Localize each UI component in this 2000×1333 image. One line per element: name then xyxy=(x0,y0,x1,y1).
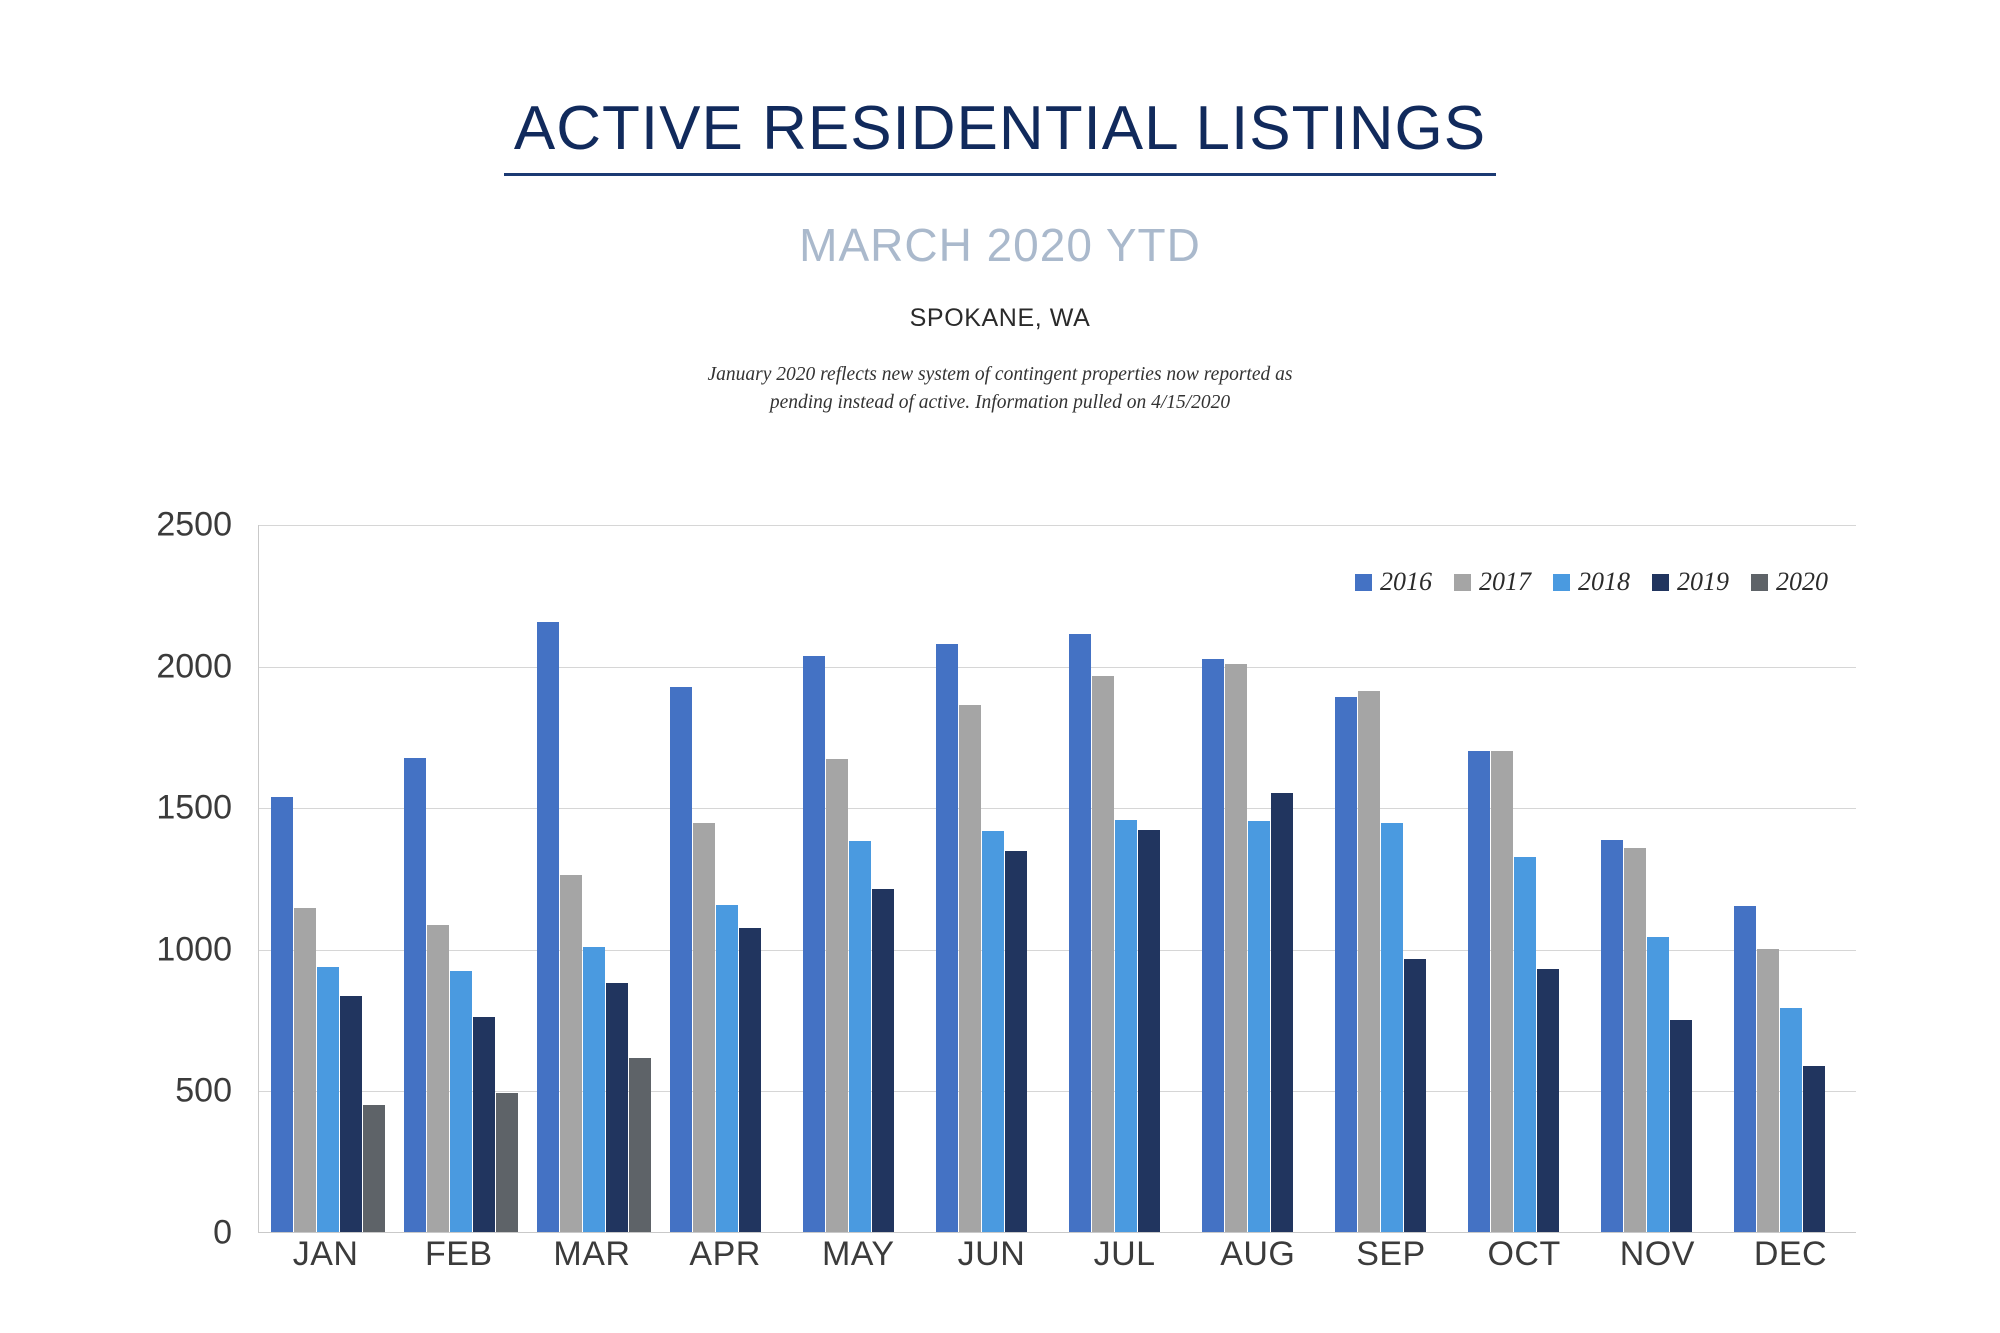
bar[interactable] xyxy=(427,925,449,1232)
bar[interactable] xyxy=(1115,820,1137,1232)
page-subtitle: MARCH 2020 YTD xyxy=(799,219,1201,272)
chart-header xyxy=(0,0,2000,418)
x-axis-tick-label: OCT xyxy=(1487,1235,1561,1273)
bar[interactable] xyxy=(1670,1020,1692,1232)
bar[interactable] xyxy=(450,971,472,1232)
bar[interactable] xyxy=(1537,969,1559,1232)
bar-group xyxy=(260,525,393,1232)
bar[interactable] xyxy=(537,622,559,1232)
bar[interactable] xyxy=(473,1017,495,1232)
bar[interactable] xyxy=(404,758,426,1232)
bar[interactable] xyxy=(317,967,339,1232)
legend-label: 2020 xyxy=(1776,567,1828,596)
bar[interactable] xyxy=(1092,676,1114,1232)
bar[interactable] xyxy=(1624,848,1646,1232)
bar[interactable] xyxy=(583,947,605,1232)
bar[interactable] xyxy=(294,908,316,1232)
bar-group xyxy=(1324,525,1457,1232)
page-title: ACTIVE RESIDENTIAL LISTINGS xyxy=(504,96,1496,176)
bar[interactable] xyxy=(1381,823,1403,1232)
bar[interactable] xyxy=(1647,937,1669,1232)
bar-group xyxy=(1723,525,1856,1232)
bar[interactable] xyxy=(1202,659,1224,1232)
footnote-line-2: pending instead of active. Information pulled on 4/15/2020 xyxy=(769,392,1231,414)
bar[interactable] xyxy=(670,687,692,1232)
bar-group xyxy=(659,525,792,1232)
bar[interactable] xyxy=(936,644,958,1232)
bar[interactable] xyxy=(959,705,981,1232)
bar[interactable] xyxy=(271,797,293,1232)
bar-group xyxy=(1058,525,1191,1232)
bar-group xyxy=(792,525,925,1232)
legend-label: 2019 xyxy=(1677,567,1729,596)
legend-label: 2017 xyxy=(1479,567,1531,596)
bar-groups xyxy=(260,525,1856,1232)
bar-group xyxy=(526,525,659,1232)
bar[interactable] xyxy=(1069,634,1091,1232)
bar[interactable] xyxy=(606,983,628,1232)
y-axis-tick-label: 1000 xyxy=(156,930,232,969)
bar[interactable] xyxy=(1468,751,1490,1232)
location-label: SPOKANE, WA xyxy=(909,304,1091,333)
bar[interactable] xyxy=(629,1058,651,1232)
y-axis-tick-label: 2000 xyxy=(156,647,232,686)
x-axis-tick-label: APR xyxy=(689,1235,761,1273)
bar-chart xyxy=(0,505,2000,1305)
x-axis-tick-label: JUL xyxy=(1093,1235,1156,1273)
x-axis-tick-label: SEP xyxy=(1356,1235,1426,1273)
bar-group xyxy=(925,525,1058,1232)
bar-group xyxy=(1191,525,1324,1232)
bar[interactable] xyxy=(1404,959,1426,1232)
x-axis-tick-label: MAY xyxy=(821,1235,895,1273)
bar[interactable] xyxy=(1335,697,1357,1232)
bar[interactable] xyxy=(1358,691,1380,1232)
x-axis-tick-label: AUG xyxy=(1220,1235,1296,1273)
footnote xyxy=(0,361,2000,418)
x-axis-line xyxy=(259,1232,1856,1233)
bar[interactable] xyxy=(1248,821,1270,1232)
y-axis-tick-label: 2500 xyxy=(156,505,232,544)
bar-group xyxy=(393,525,526,1232)
bar[interactable] xyxy=(849,841,871,1232)
bar[interactable] xyxy=(872,889,894,1232)
x-axis-tick-label: JUN xyxy=(957,1235,1026,1273)
plot-area xyxy=(258,525,1856,1233)
footnote-line-1: January 2020 reflects new system of contingent properties now reported as xyxy=(707,364,1293,386)
bar[interactable] xyxy=(1780,1008,1802,1232)
y-axis-tick-label: 1500 xyxy=(156,788,232,827)
y-axis-tick-label: 0 xyxy=(213,1213,232,1252)
bar[interactable] xyxy=(982,831,1004,1232)
x-axis-tick-label: FEB xyxy=(424,1235,493,1273)
bar[interactable] xyxy=(739,928,761,1232)
x-axis-tick-label: NOV xyxy=(1619,1235,1695,1273)
bar-group xyxy=(1457,525,1590,1232)
bar[interactable] xyxy=(716,905,738,1232)
y-axis-labels xyxy=(130,505,246,1252)
bar[interactable] xyxy=(1005,851,1027,1232)
bar[interactable] xyxy=(1601,840,1623,1232)
bar[interactable] xyxy=(1271,793,1293,1232)
bar[interactable] xyxy=(803,656,825,1232)
bar[interactable] xyxy=(693,823,715,1232)
legend-label: 2018 xyxy=(1578,567,1630,596)
bar[interactable] xyxy=(1514,857,1536,1232)
bar[interactable] xyxy=(1491,751,1513,1232)
x-axis-tick-label: JAN xyxy=(292,1235,359,1273)
bar[interactable] xyxy=(363,1105,385,1232)
bar[interactable] xyxy=(1138,830,1160,1232)
bar-group xyxy=(1590,525,1723,1232)
x-axis-labels xyxy=(259,1235,1857,1274)
legend-label: 2016 xyxy=(1380,567,1432,596)
bar[interactable] xyxy=(496,1093,518,1232)
bar[interactable] xyxy=(1225,664,1247,1232)
bar[interactable] xyxy=(1803,1066,1825,1232)
bar[interactable] xyxy=(340,996,362,1232)
bar[interactable] xyxy=(1757,949,1779,1232)
x-axis-tick-label: MAR xyxy=(553,1235,631,1273)
bar[interactable] xyxy=(560,875,582,1232)
bar[interactable] xyxy=(1734,906,1756,1232)
bar[interactable] xyxy=(826,759,848,1232)
x-axis-tick-label: DEC xyxy=(1753,1235,1828,1273)
y-axis-tick-label: 500 xyxy=(175,1071,232,1110)
